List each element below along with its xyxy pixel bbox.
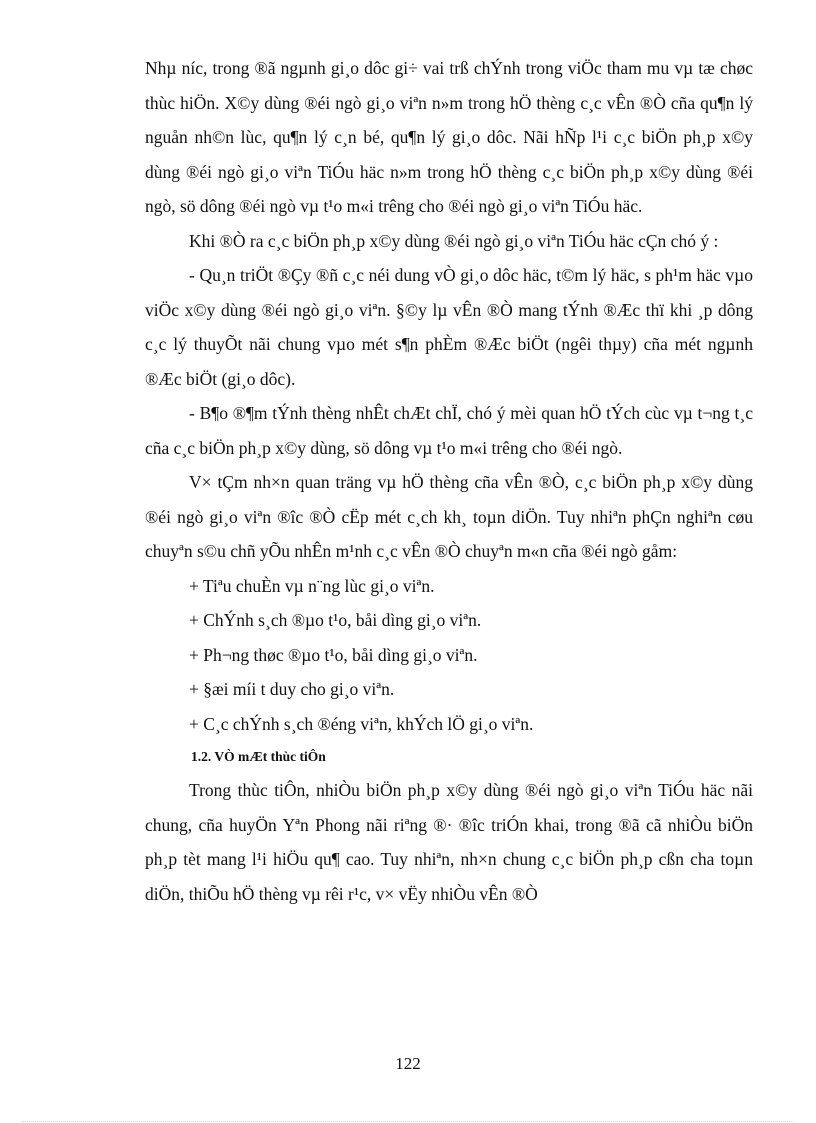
paragraph-notes-intro: Khi ®Ò ra c¸c biÖn ph¸p x©y dùng ®éi ngò gi¸o viªn TiÓu häc cÇn chó ý :	[189, 230, 719, 251]
paragraph-continuation: Nhµ níc, trong ®ã ngµnh gi¸o dôc gi÷ vai trß chÝnh trong viÖc tham mu vµ tæ chøc thùc hiÖn. X©y dùng ®éi ngò gi¸o viªn n»m trong hÖ thèng c¸c vÊn ®Ò cña qu¶n lý nguån nh©n lùc, qu¶n lý c¸n bé, qu¶n lý gi¸o dôc. Nãi hÑp l¹i c¸c biÖn ph¸p x©y dùng ®éi ngò gi¸o viªn TiÓu häc n»m trong hÖ thèng c¸c biÖn ph¸p x©y dùng ®éi ngò, sö dông ®éi ngò vµ t¹o m«i trêng cho ®éi ngò gi¸o viªn TiÓu häc.	[145, 58, 753, 216]
paragraph-point-2: - B¶o ®¶m tÝnh thèng nhÊt chÆt chÏ, chó ý mèi quan hÖ tÝch cùc vµ t¬ng t¸c cña c¸c biÖn ph¸p x©y dùng, sö dông vµ t¹o m«i trêng cho ®éi ngò.	[145, 403, 753, 458]
body-text	[145, 51, 753, 911]
bullet-list	[145, 569, 753, 742]
page-bottom-divider	[22, 1121, 794, 1122]
paragraph-practice: Trong thùc tiÔn, nhiÒu biÖn ph¸p x©y dùng ®éi ngò gi¸o viªn TiÓu häc nãi chung, cña huyÖn Yªn Phong nãi riªng ®· ®îc triÓn khai, trong ®ã cã nhiÒu biÖn ph¸p tèt mang l¹i hiÖu qu¶ cao. Tuy nhiªn, nh×n chung c¸c biÖn ph¸p cßn cha toµn diÖn, thiÕu hÖ thèng vµ rêi r¹c, v× vËy nhiÒu vÊn ®Ò	[145, 780, 753, 904]
list-item: + Tiªu chuÈn vµ n¨ng lùc gi¸o viªn.	[189, 575, 435, 596]
list-item: + Ph¬ng thøc ®µo t¹o, båi dìng gi¸o viªn.	[189, 644, 478, 665]
list-item: + §æi míi t duy cho gi¸o viªn.	[189, 679, 395, 699]
section-heading: 1.2. VÒ mÆt thùc tiÔn	[191, 749, 326, 764]
paragraph-point-1: - Qu¸n triÖt ®Çy ®ñ c¸c néi dung vÒ gi¸o dôc häc, t©m lý häc, s ph¹m häc vµo viÖc x©y dùng ®éi ngò gi¸o viªn. §©y lµ vÊn ®Ò mang tÝnh ®Æc thï khi ¸p dông c¸c lý thuyÕt nãi chung vµo mét s¶n phÈm ®Æc biÖt (ngêi thµy) cña mét ngµnh ®Æc biÖt (gi¸o dôc).	[145, 265, 753, 389]
paragraph-scope: V× tÇm nh×n quan träng vµ hÖ thèng cña vÊn ®Ò, c¸c biÖn ph¸p x©y dùng ®éi ngò gi¸o viªn ®îc ®Ò cËp mét c¸ch kh¸ toµn diÖn. Tuy nhiªn phÇn nghiªn cøu chuyªn s©u chñ yÕu nhÊn m¹nh c¸c vÊn ®Ò chuyªn m«n cña ®éi ngò gåm:	[145, 472, 753, 561]
page-number: 122	[395, 1054, 421, 1073]
list-item: + C¸c chÝnh s¸ch ®éng viªn, khÝch lÖ gi¸o viªn.	[189, 713, 534, 734]
list-item: + ChÝnh s¸ch ®µo t¹o, båi dìng gi¸o viªn.	[189, 610, 482, 630]
